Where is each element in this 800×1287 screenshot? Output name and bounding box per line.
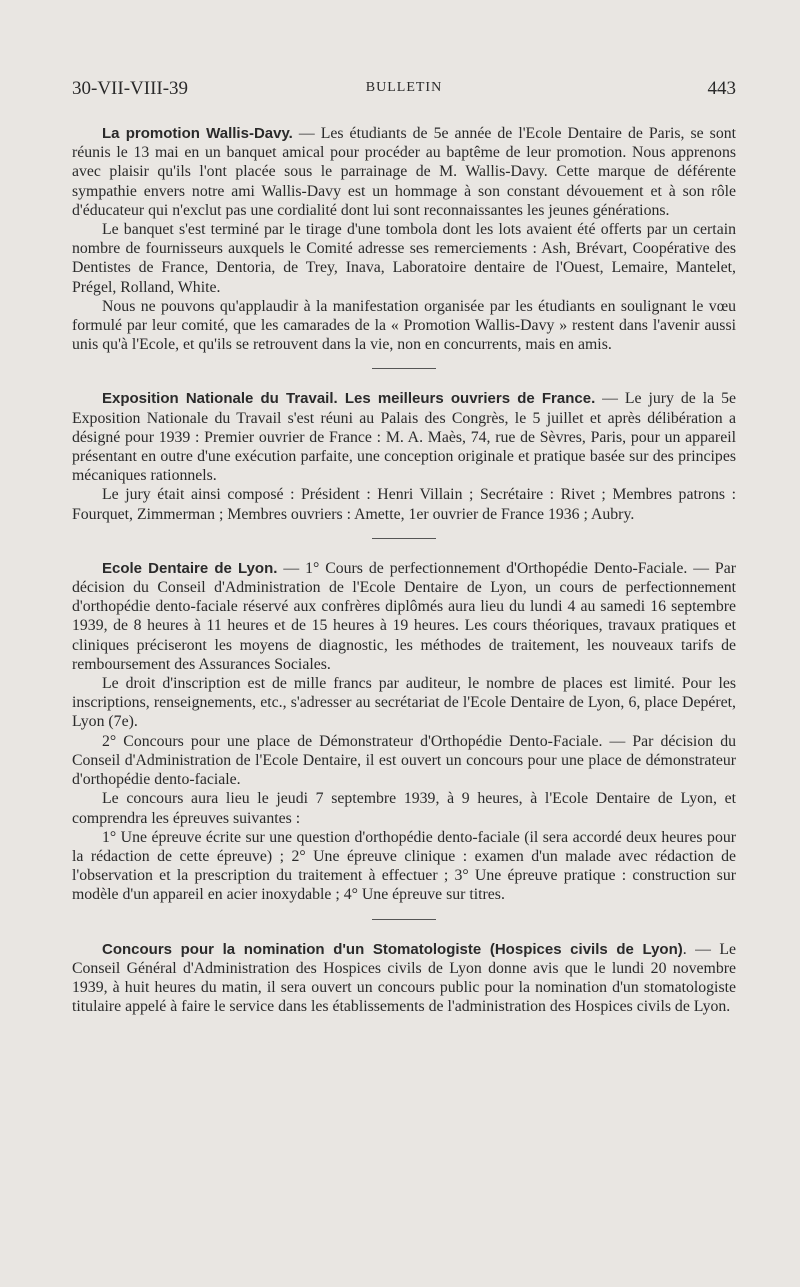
paragraph: Le banquet s'est terminé par le tirage d'une tombola dont les lots avaient été offerts par un certain nombre de fournisseurs auxquels le Comité adresse ses remerciements : Ash, Brévart, Coopérative des Dentistes de France, Dentoria, de Trey, Inava, Laboratoire dentaire de l'Ouest, Lemaire, Mantelet, Prégel, Rolland, White. (72, 221, 736, 296)
paragraph (72, 389, 736, 485)
section-ecole-dentaire-lyon (72, 559, 736, 905)
section-divider (372, 919, 436, 920)
section-heading: Concours pour la nomination d'un Stomatologiste (Hospices civils de Lyon) (102, 940, 683, 958)
paragraph-text: — Le jury de la 5e Exposition Nationale du Travail s'est réuni au Palais des Congrès, le 5 juillet et après délibération a désigné pour 1939 : Premier ouvrier de France : M. A. Maès, 74, rue de Sèvres, Paris, pour un appareil présentant en outre d'une exécution parfaite, une conception originale et pratique basée sur des principes mécaniques rationnels. (72, 390, 736, 485)
paragraph (72, 940, 736, 1017)
paragraph (72, 124, 736, 220)
section-exposition-nationale (72, 389, 736, 523)
section-divider (372, 538, 436, 539)
paragraph-text: — Les étudiants de 5e année de l'Ecole Dentaire de Paris, se sont réunis le 13 mai en un banquet amical pour procéder au baptême de leur promotion. Nous apprenons avec plaisir qu'ils l'ont placée sous le parrainage de M. Wallis-Davy. Cette marque de déférente sympathie envers notre ami Wallis-Davy est un hommage à son constant dévouement et à son rôle d'éducateur qui n'exclut pas une cordialité dont lui sont reconnaissantes les jeunes générations. (72, 125, 736, 219)
section-heading: Exposition Nationale du Travail. Les meilleurs ouvriers de France. (102, 390, 596, 408)
paragraph: Le concours aura lieu le jeudi 7 septembre 1939, à 9 heures, à l'Ecole Dentaire de Lyon, et comprendra les épreuves suivantes : (72, 790, 736, 827)
issue-date: 30-VII-VIII-39 (72, 78, 189, 99)
section-concours-stomatologiste (72, 940, 736, 1017)
paragraph: 2° Concours pour une place de Démonstrateur d'Orthopédie Dento-Faciale. — Par décision du Conseil d'Administration de l'Ecole Dentaire, il est ouvert un concours pour une place de démonstrateur d'orthopédie dento-faciale. (72, 732, 736, 789)
paragraph: Le jury était ainsi composé : Président : Henri Villain ; Secrétaire : Rivet ; Membres patrons : Fourquet, Zimmerman ; Membres ouvriers : Amette, 1er ouvrier de France 1936 ; Aubry. (72, 486, 736, 523)
running-header (72, 78, 736, 104)
paragraph-text: . — Le Conseil Général d'Administration des Hospices civils de Lyon donne avis que le lundi 20 novembre 1939, à huit heures du matin, il sera ouvert un concours public pour la nomination d'un stomatologiste titulaire appelé à faire le service dans les établissements de l'administration des Hospices civils de Lyon. (72, 940, 736, 1016)
article-body (72, 124, 736, 1016)
paragraph (72, 559, 736, 674)
journal-title: BULLETIN (365, 80, 443, 95)
page-number: 443 (707, 78, 736, 99)
section-heading: La promotion Wallis-Davy. (102, 125, 293, 142)
paragraph-text: — 1° Cours de perfectionnement d'Orthopédie Dento-Faciale. — Par décision du Conseil d'Administration de l'Ecole Dentaire de Lyon, un cours de perfectionnement d'orthopédie dento-faciale réservé aux confrères diplômés aura lieu du lundi 4 au samedi 16 septembre 1939, de 8 heures à 11 heures et de 15 heures à 19 heures. Les cours théoriques, travaux pratiques et cliniques préciseront les moyens de diagnostic, les méthodes de traitement, les nouveaux tarifs de remboursement des Assurances Sociales. (72, 559, 736, 673)
section-promotion-wallis-davy (72, 124, 736, 354)
section-heading: Ecole Dentaire de Lyon. (102, 559, 278, 577)
paragraph: Le droit d'inscription est de mille francs par auditeur, le nombre de places est limité. Pour les inscriptions, renseignements, etc., s'adresser au secrétariat de l'Ecole Dentaire de Lyon, 6, place Depéret, Lyon (7e). (72, 675, 736, 731)
paragraph: Nous ne pouvons qu'applaudir à la manifestation organisée par les étudiants en soulignant le vœu formulé par leur comité, que les camarades de la « Promotion Wallis-Davy » restent dans l'avenir aussi unis qu'à l'Ecole, et qu'ils se retrouvent dans la vie, non en concurrents, mais en amis. (72, 297, 736, 354)
paragraph: 1° Une épreuve écrite sur une question d'orthopédie dento-faciale (il sera accordé deux heures pour la rédaction de cette épreuve) ; 2° Une épreuve clinique : examen d'un malade avec rédaction de l'observation et la prescription du traitement à effectuer ; 3° Une épreuve pratique : construction sur modèle d'un appareil en acier inoxydable ; 4° Une épreuve sur titres. (72, 828, 736, 904)
section-divider (372, 368, 436, 369)
